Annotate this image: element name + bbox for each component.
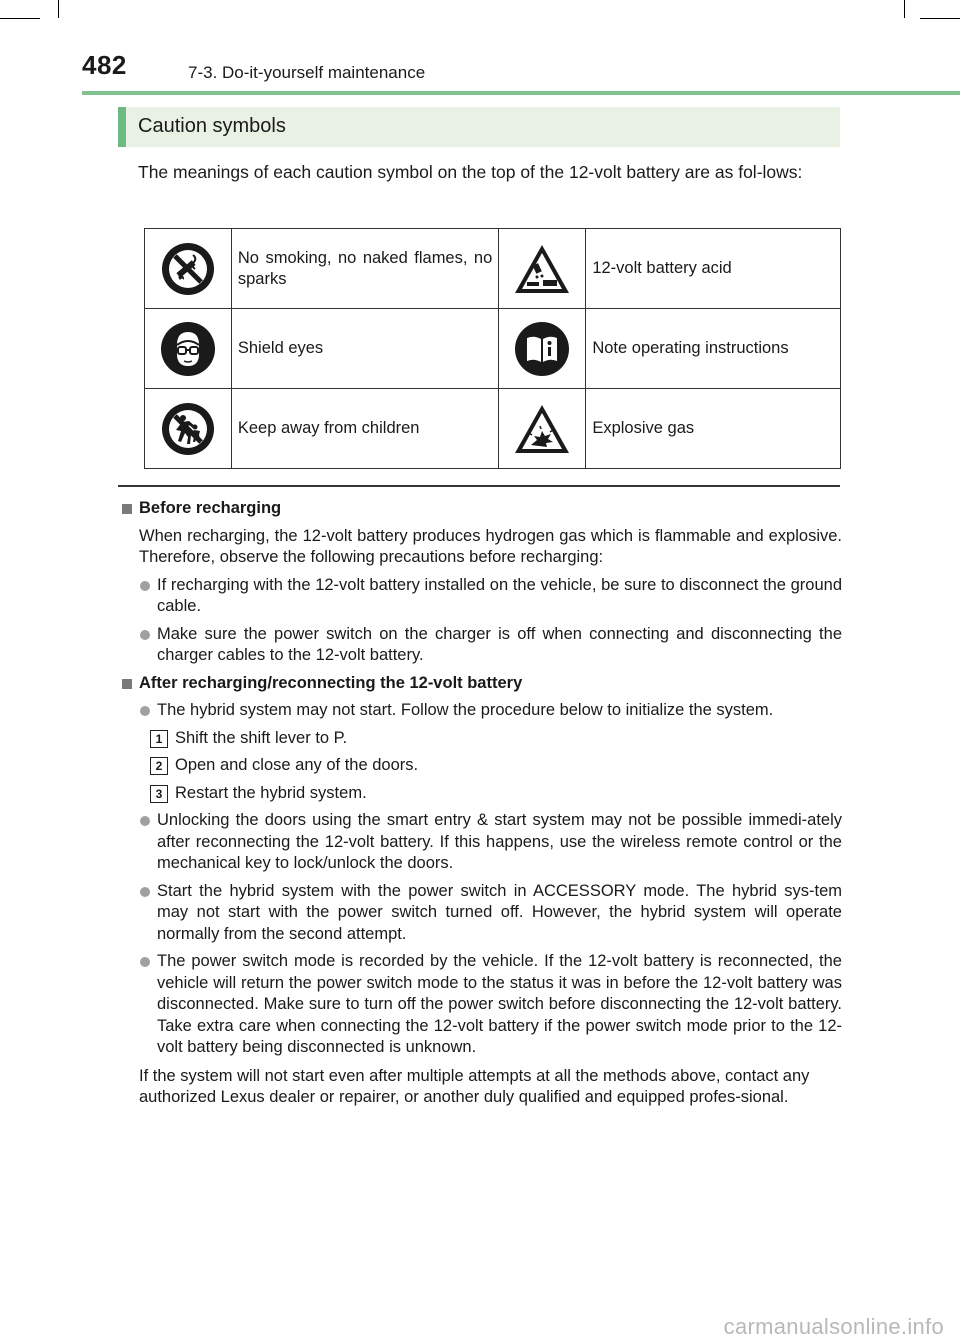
step-number: 2: [150, 757, 168, 775]
symbol-label: No smoking, no naked flames, no sparks: [237, 248, 493, 288]
explosive-gas-icon: [512, 402, 572, 456]
symbol-label: Keep away from children: [237, 419, 420, 437]
header-rule: [82, 91, 960, 95]
list-item: The hybrid system may not start. Follow the procedure below to initialize the system.: [120, 700, 842, 722]
subheading-before-recharging: Before recharging: [120, 498, 842, 520]
bullet-dot-icon: [140, 887, 150, 897]
no-smoking-icon: [160, 241, 216, 297]
table-row: [145, 309, 841, 389]
page-header: [0, 0, 960, 100]
battery-acid-icon: [512, 242, 572, 296]
symbol-label: 12-volt battery acid: [592, 259, 732, 277]
list-item: If recharging with the 12-volt battery installed on the vehicle, be sure to disconnect the ground cable.: [120, 575, 842, 618]
subheading-after-recharging: After recharging/reconnecting the 12-volt battery: [120, 673, 842, 695]
step-number: 3: [150, 785, 168, 803]
symbol-label: Explosive gas: [592, 419, 695, 437]
heading-accent: [118, 107, 126, 147]
bullet-dot-icon: [140, 706, 150, 716]
table-row: [145, 229, 841, 309]
closing-paragraph: If the system will not start even after multiple attempts at all the methods above, contact any authorized Lexus dealer or repairer, or another duly qualified and equipped profes-sional.: [139, 1066, 810, 1106]
step-item: 3 Restart the hybrid system.: [120, 783, 842, 805]
caution-intro: The meanings of each caution symbol on the top of the 12-volt battery are as fol-lows:: [138, 162, 803, 182]
list-item: Start the hybrid system with the power switch in ACCESSORY mode. The hybrid sys-tem may not start with the power switch turned off. However, the hybrid system will operate normally from the second attempt.: [120, 881, 842, 946]
square-bullet-icon: [122, 504, 132, 514]
bullet-dot-icon: [140, 816, 150, 826]
table-row: [145, 389, 841, 469]
caution-symbols-heading: [118, 107, 840, 147]
list-item: Unlocking the doors using the smart entry & start system may not be possible immedi-ately after reconnecting the 12-volt battery. If this happens, use the wireless remote control or the mechanical key to lock/unlock the doors.: [120, 810, 842, 875]
bullet-dot-icon: [140, 581, 150, 591]
body-text: [120, 498, 842, 1109]
square-bullet-icon: [122, 679, 132, 689]
caution-symbols-table: [144, 228, 841, 469]
shield-eyes-icon: [160, 321, 216, 377]
section-title: 7-3. Do-it-yourself maintenance: [188, 63, 426, 82]
symbol-label: Shield eyes: [237, 339, 324, 357]
paragraph: When recharging, the 12-volt battery produces hydrogen gas which is flammable and explosive. Therefore, observe the following precautions before recharging:: [139, 526, 842, 566]
list-item: The power switch mode is recorded by the vehicle. If the 12-volt battery is reconnected, the vehicle will return the power switch mode to the status it was in before the 12-volt battery was disconnected. Make sure to turn off the power switch before disconnecting the 12-volt battery. Take extra care when connecting the 12-volt battery if the power switch mode prior to the 12-volt battery being disconnected is unknown.: [120, 951, 842, 1059]
operating-instructions-icon: [514, 321, 570, 377]
watermark: carmanualsonline.info: [723, 1314, 944, 1339]
step-item: 2 Open and close any of the doors.: [120, 755, 842, 777]
bullet-dot-icon: [140, 630, 150, 640]
page-number: 482: [82, 50, 127, 80]
section-divider: [118, 485, 840, 487]
step-item: 1 Shift the shift lever to P.: [120, 728, 842, 750]
keep-away-children-icon: [160, 401, 216, 457]
list-item: Make sure the power switch on the charger is off when connecting and disconnecting the charger cables to the 12-volt battery.: [120, 624, 842, 667]
caution-title: Caution symbols: [138, 115, 286, 137]
bullet-dot-icon: [140, 957, 150, 967]
symbol-label: Note operating instructions: [592, 339, 789, 357]
step-number: 1: [150, 730, 168, 748]
